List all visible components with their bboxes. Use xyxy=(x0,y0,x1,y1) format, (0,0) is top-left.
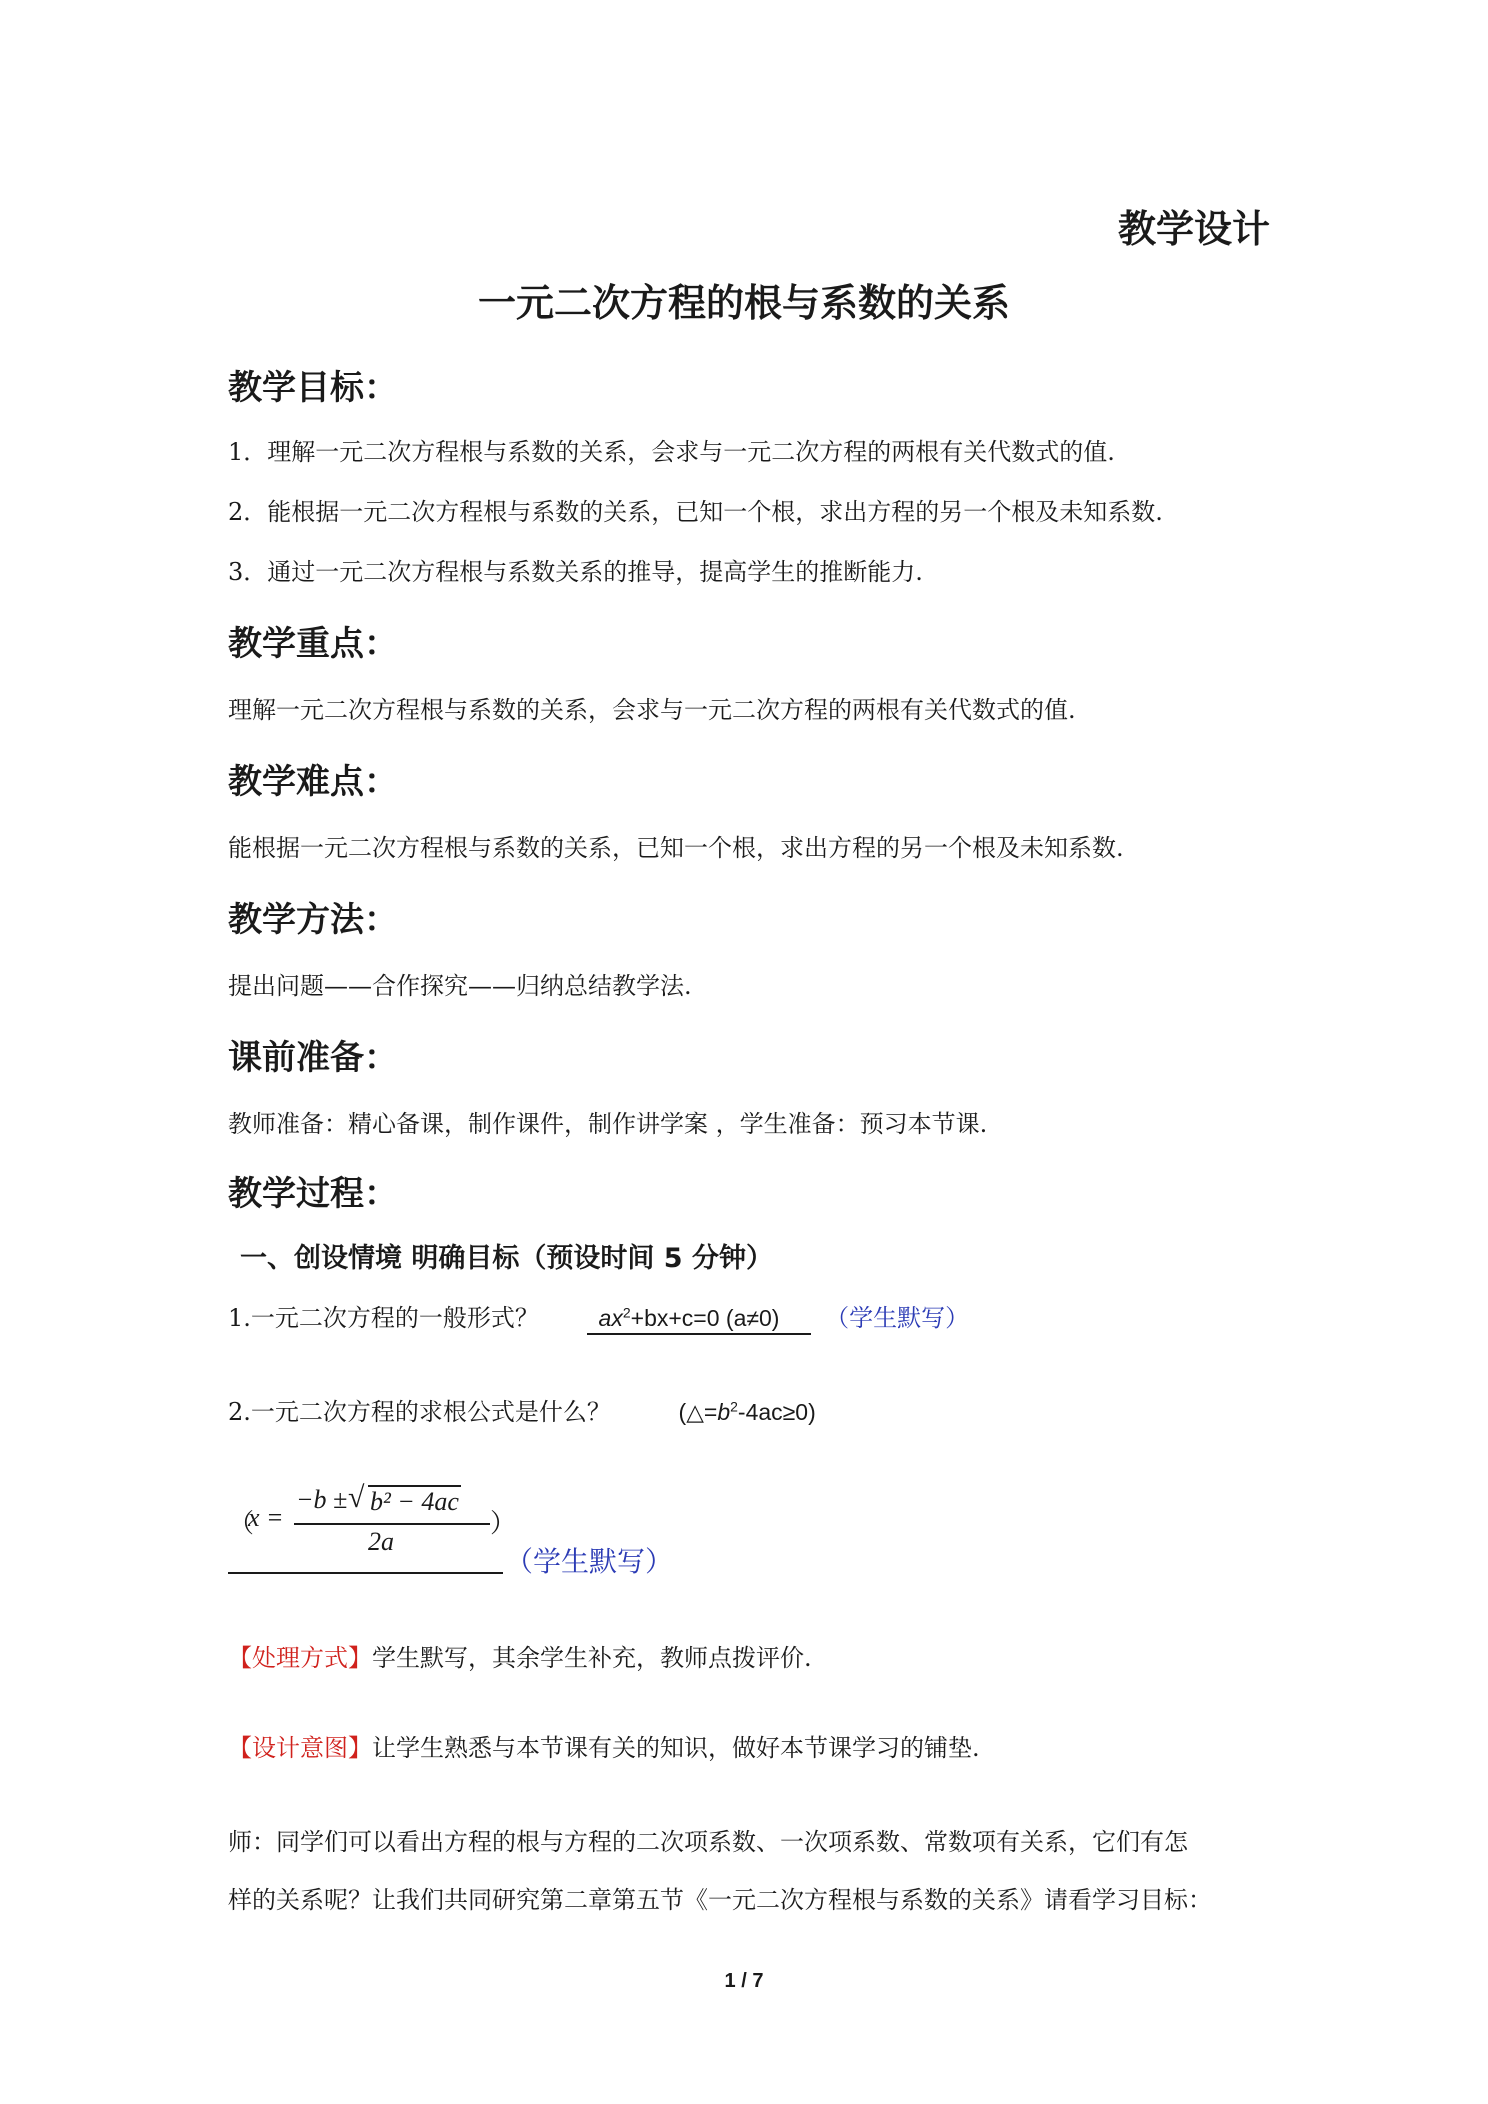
intent-text: 让学生熟悉与本节课有关的知识，做好本节课学习的铺垫. xyxy=(372,1734,980,1762)
process-subheading: 一、创设情境 明确目标（预设时间 5 分钟） xyxy=(240,1243,773,1274)
page-title: 一元二次方程的根与系数的关系 xyxy=(477,280,1010,325)
intent-line xyxy=(228,1728,980,1763)
key-points-heading: 教学重点： xyxy=(228,624,398,664)
difficulties-heading: 教学难点： xyxy=(228,762,398,802)
handling-label: 【处理方式】 xyxy=(228,1644,372,1672)
radical-sign-icon: √ xyxy=(348,1481,365,1514)
fraction-bar xyxy=(294,1523,490,1525)
question-1-answer: $ax^2+bx+c=0$ (a≠0) xyxy=(587,1305,812,1335)
objective-item-1: 1．理解一元二次方程根与系数的关系，会求与一元二次方程的两根有关代数式的值. xyxy=(228,438,1115,466)
methods-text: 提出问题——合作探究——归纳总结教学法. xyxy=(228,972,692,1000)
teacher-line-1: 师：同学们可以看出方程的根与方程的二次项系数、一次项系数、常数项有关系，它们有怎 xyxy=(228,1828,1188,1856)
answer-underline xyxy=(228,1572,503,1574)
document-type-label: 教学设计 xyxy=(1117,206,1270,251)
teacher-line-2: 样的关系呢？让我们共同研究第二章第五节《一元二次方程根与系数的关系》请看学习目标： xyxy=(228,1886,1212,1914)
formula-note: （学生默写） xyxy=(505,1545,674,1578)
question-1 xyxy=(228,1298,969,1333)
process-heading: 教学过程： xyxy=(228,1174,398,1214)
page-number: 1 / 7 xyxy=(724,1970,764,1992)
question-2 xyxy=(228,1392,816,1427)
objectives-heading: 教学目标： xyxy=(228,368,398,408)
preparation-text: 教师准备：精心备课，制作课件，制作讲学案 ，学生准备：预习本节课. xyxy=(228,1110,988,1138)
objective-item-3: 3．通过一元二次方程根与系数关系的推导，提高学生的推断能力. xyxy=(228,558,923,586)
quadratic-formula: （ x = −b ± √ b² − 4ac 2a ） xyxy=(228,1481,517,1556)
question-2-text: 2.一元二次方程的求根公式是什么？ xyxy=(228,1398,611,1426)
handling-text: 学生默写，其余学生补充，教师点拨评价. xyxy=(372,1644,812,1672)
question-2-answer: $(\triangle=b^2-4ac\ge 0)$ xyxy=(678,1398,816,1425)
key-points-text: 理解一元二次方程根与系数的关系，会求与一元二次方程的两根有关代数式的值. xyxy=(228,696,1076,724)
difficulties-text: 能根据一元二次方程根与系数的关系，已知一个根，求出方程的另一个根及未知系数. xyxy=(228,834,1124,862)
question-1-text: 1.一元二次方程的一般形式？ xyxy=(228,1304,539,1332)
handling-line xyxy=(228,1638,812,1673)
methods-heading: 教学方法： xyxy=(228,900,398,940)
objective-item-2: 2．能根据一元二次方程根与系数的关系，已知一个根，求出方程的另一个根及未知系数. xyxy=(228,498,1163,526)
preparation-heading: 课前准备： xyxy=(228,1038,398,1078)
question-1-note: （学生默写） xyxy=(825,1304,970,1332)
intent-label: 【设计意图】 xyxy=(228,1734,372,1762)
